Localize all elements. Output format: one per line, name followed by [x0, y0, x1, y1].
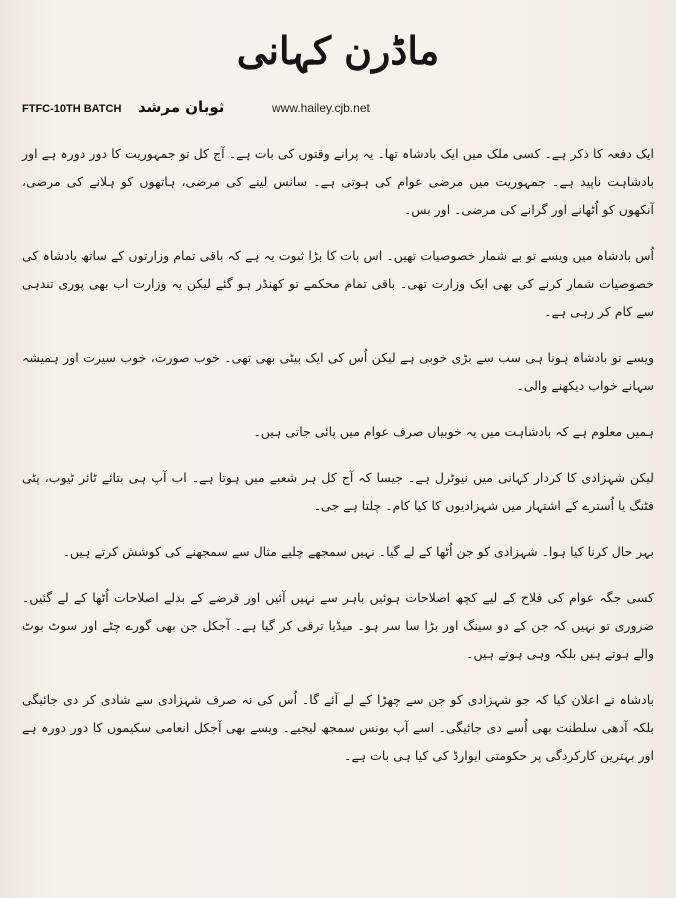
paragraph-3: ویسے تو بادشاہ ہونا ہی سب سے بڑی خوبی ہے لیکن اُس کی ایک بیٹی بھی تھی۔ خوب صورت، خوب سیرت اور ہمیشہ سہانے خواب دیکھنے والی۔: [22, 350, 654, 393]
author-name: ثوبان مرشد: [138, 98, 225, 116]
paragraph-4: ہمیں معلوم ہے کہ بادشاہت میں یہ خوبیاں صرف عوام میں پائی جاتی ہیں۔: [253, 424, 654, 439]
paragraph-7: کسی جگہ عوام کی فلاح کے لیے کچھ اصلاحات ہوئیں باہر سے نہیں آئیں اور قرضے کے بدلے اصلاحات اُٹھا کے لے گئیں۔ ضروری تو نہیں کہ جن کے دو سینگ اور بڑا سا سر ہو۔ میڈیا ترقی کر گیا ہے۔ آجکل جن بھی گورے چٹے اور سوٹ بوٹ والے ہوتے ہیں بلکہ وہی ہوتے ہیں۔: [22, 590, 654, 661]
story-body: [22, 140, 654, 788]
paragraph-6: بہر حال کرنا کیا ہوا۔ شہزادی کو جن اُٹھا کے لے گیا۔ نہیں سمجھے چلیے مثال سے سمجھنے کی کوشش کرتے ہیں۔: [62, 544, 654, 559]
paragraph-2: اُس بادشاہ میں ویسے تو بے شمار خصوصیات تھیں۔ اس بات کا بڑا ثبوت یہ ہے کہ باقی تمام وزارتوں کے ساتھ بادشاہ کی خصوصیات شمار کرنے کی بھی ایک وزارت تھی۔ باقی تمام محکمے تو کھنڈر ہو گئے لیکن یہ وزارت اب بھی پوری تندہی سے کام کر رہی ہے۔: [22, 248, 654, 319]
paragraph-8: بادشاہ نے اعلان کیا کہ جو شہزادی کو جن سے چھڑا کے لے آئے گا۔ اُس کی نہ صرف شہزادی سے شادی کر دی جائیگی بلکہ آدھی سلطنت بھی اُسے دی جائیگی۔ اسے آپ بونس سمجھ لیجیے۔ ویسے بھی آجکل انعامی سکیموں کا دور دورہ ہے اور بہترین کارکردگی پر حکومتی ایوارڈ کی کیا ہی بات ہے۔: [22, 692, 654, 763]
page-title: ماڈرن کہانی: [236, 28, 440, 73]
author-batch: FTFC-10TH BATCH: [22, 103, 122, 115]
paragraph-5: لیکن شہزادی کا کردار کہانی میں نیوٹرل ہے۔ جیسا کہ آج کل ہر شعبے میں ہوتا ہے۔ اب آپ ہی بتائے ٹائر ٹیوب، پٹی فٹنگ یا اُسترے کے اشتہار میں شہزادیوں کا کیا کام۔ چلتا ہے جی۔: [22, 470, 654, 513]
website-url: www.hailey.cjb.net: [272, 101, 370, 115]
paragraph-1: ایک دفعہ کا ذکر ہے۔ کسی ملک میں ایک بادشاہ تھا۔ یہ پرانے وقتوں کی بات ہے۔ آج کل تو جمہوریت کا دور دورہ ہے اور بادشاہت ناپید ہے۔ جمہوریت میں مرضی عوام کی ہوتی ہے۔ سانس لینے کی مرضی، ہاتھوں کو ہلانے کی مرضی، آنکھوں کو اُٹھانے اور گرانے کی مرضی۔ اور بس۔: [22, 146, 654, 217]
